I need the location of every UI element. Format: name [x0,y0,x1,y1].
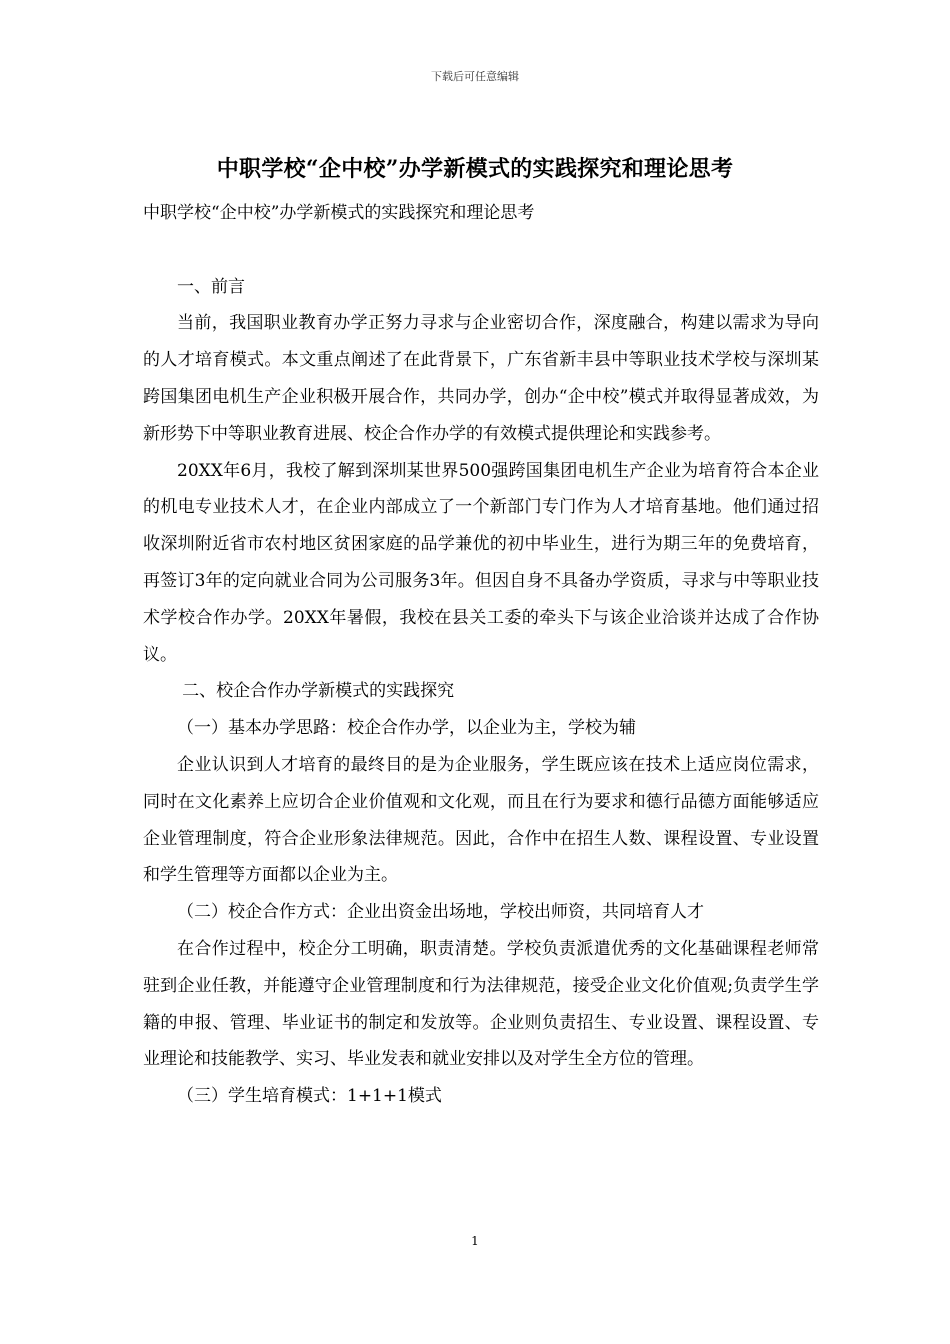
section-heading-preface: 一、前言 [177,276,245,297]
subsection-heading: （二）校企合作方式：企业出资金出场地，学校出师资，共同培育人才 [177,902,704,923]
page-number: 1 [471,1234,479,1248]
subsection-heading: （三）学生培育模式：1+1+1模式 [177,1086,442,1107]
header-note: 下载后可任意编辑 [431,70,519,83]
paragraph: 20XX年6月，我校了解到深圳某世界500强跨国集团电机生产企业为培育符合本企业的机电专业技术人才，在企业内部成立了一个新部门专门作为人才培育基地。他们通过招收深圳附近省市农村地区贫困家庭的品学兼优的初中毕业生，进行为期三年的免费培育，再签订3年的定向就业合同为公司服务3年。但因自身不具备办学资质，寻求与中等职业技术学校合作办学。20XX年暑假，我校在县关工委的牵头下与该企业洽谈并达成了合作协议。 [143,460,819,665]
document-body [143,195,819,1115]
document-title: 中职学校“企中校”办学新模式的实践探究和理论思考 [216,156,734,182]
paragraph: 当前，我国职业教育办学正努力寻求与企业密切合作，深度融合，构建以需求为导向的人才培育模式。本文重点阐述了在此背景下，广东省新丰县中等职业技术学校与深圳某跨国集团电机生产企业积极开展合作，共同办学，创办“企中校”模式并取得显著成效，为新形势下中等职业教育进展、校企合作办学的有效模式提供理论和实践参考。 [143,313,819,444]
subsection-heading: （一）基本办学思路：校企合作办学，以企业为主，学校为辅 [177,718,636,739]
paragraph: 在合作过程中，校企分工明确，职责清楚。学校负责派遣优秀的文化基础课程老师常驻到企业任教，并能遵守企业管理制度和行为法律规范，接受企业文化价值观;负责学生学籍的申报、管理、毕业证书的制定和发放等。企业则负责招生、专业设置、课程设置、专业理论和技能教学、实习、毕业发表和就业安排以及对学生全方位的管理。 [143,938,819,1070]
paragraph: 企业认识到人才培育的最终目的是为企业服务，学生既应该在技术上适应岗位需求，同时在文化素养上应切合企业价值观和文化观，而且在行为要求和德行品德方面能够适应企业管理制度，符合企业形象法律规范。因此，合作中在招生人数、课程设置、专业设置和学生管理等方面都以企业为主。 [143,754,819,886]
section-heading-practice: 二、校企合作办学新模式的实践探究 [182,681,455,702]
document-subtitle: 中职学校“企中校”办学新模式的实践探究和理论思考 [143,203,535,223]
